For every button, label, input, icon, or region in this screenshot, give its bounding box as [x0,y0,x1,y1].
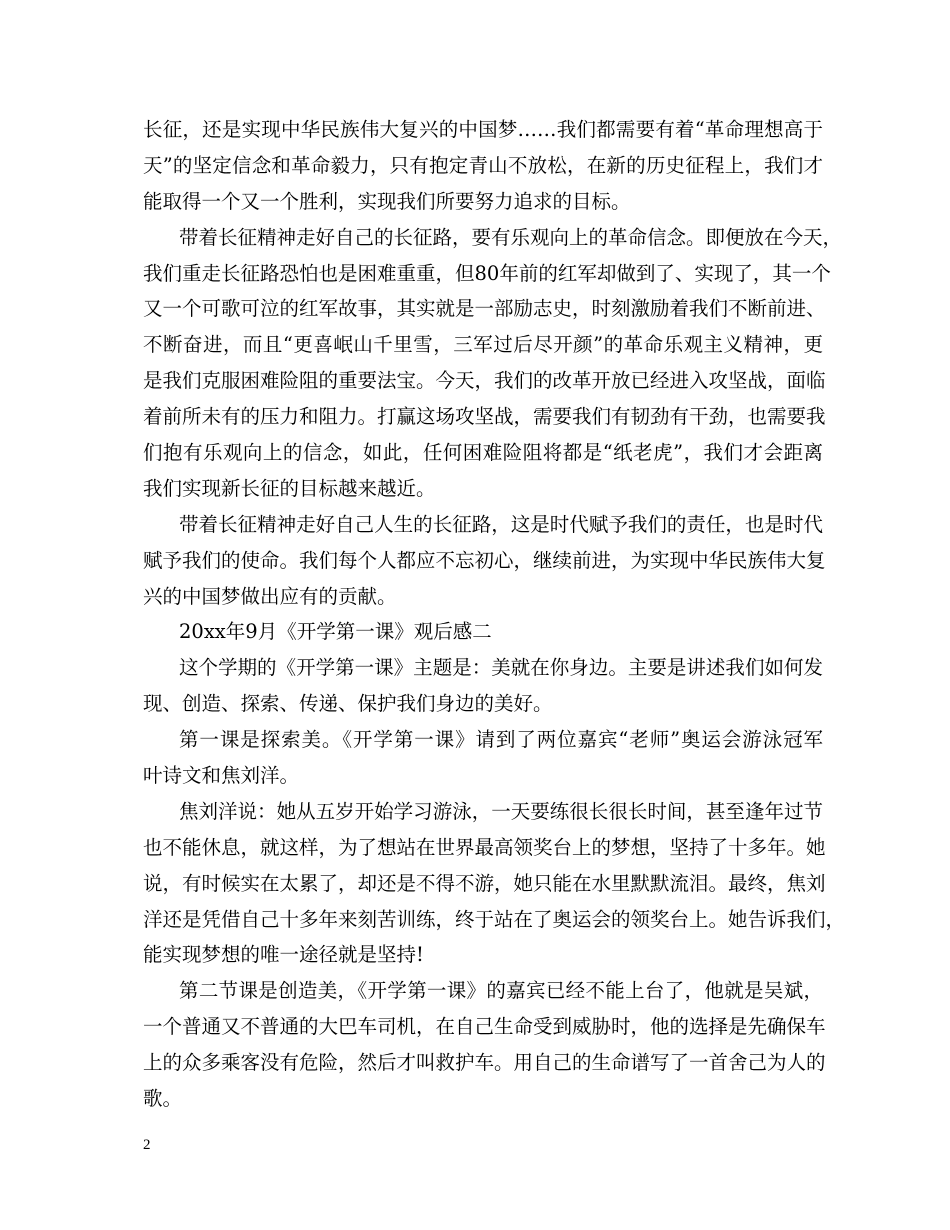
text-line: 能实现梦想的唯一途径就是坚持! [143,943,424,967]
section-heading: 20xx年9月《开学第一课》观后感二 [179,620,492,644]
text-line: 天”的坚定信念和革命毅力，只有抱定青山不放松，在新的历史征程上，我们才 [143,153,823,177]
text-line: 歌。 [143,1087,183,1111]
text-line: 我们实现新长征的目标越来越近。 [143,476,436,500]
text-line: 赋予我们的使命。我们每个人都应不忘初心，继续前进，为实现中华民族伟大复 [143,548,826,572]
text-line: 一个普通又不普通的大巴车司机，在自己生命受到威胁时，他的选择是先确保车 [143,1015,826,1039]
text-line: 第二节课是创造美，《开学第一课》的嘉宾已经不能上台了，他就是吴斌， [179,979,823,1003]
text-line: 兴的中国梦做出应有的贡献。 [143,584,397,608]
text-line: 焦刘洋说：她从五岁开始学习游泳，一天要练很长很长时间，甚至逢年过节 [179,799,823,823]
text-line: 们抱有乐观向上的信念，如此，任何困难险阻将都是“纸老虎”，我们才会距离 [143,441,823,465]
text-line: 带着长征精神走好自己人生的长征路，这是时代赋予我们的责任，也是时代 [179,512,823,536]
text-line: 能取得一个又一个胜利，实现我们所要努力追求的目标。 [143,189,631,213]
text-line: 叶诗文和焦刘洋。 [143,764,300,788]
text-line: 是我们克服困难险阻的重要法宝。今天，我们的改革开放已经进入攻坚战，面临 [143,369,826,393]
text-line: 又一个可歌可泣的红军故事，其实就是一部励志史，时刻激励着我们不断前进、 [143,297,826,321]
text-line: 着前所未有的压力和阻力。打赢这场攻坚战，需要我们有韧劲有干劲，也需要我 [143,405,826,429]
text-line: 说，有时候实在太累了，却还是不得不游，她只能在水里默默流泪。最终，焦刘 [143,871,826,895]
text-line: 不断奋进，而且“更喜岷山千里雪，三军过后尽开颜”的革命乐观主义精神，更 [143,333,823,357]
document-body [143,112,846,1117]
text-line: 上的众多乘客没有危险，然后才叫救护车。用自己的生命谱写了一首舍己为人的 [143,1051,826,1075]
text-line: 这个学期的《开学第一课》主题是：美就在你身边。主要是讲述我们如何发 [179,656,823,680]
text-line: 也不能休息，就这样，为了想站在世界最高领奖台上的梦想，坚持了十多年。她 [143,835,826,859]
text-line: 现、创造、探索、传递、保护我们身边的美好。 [143,692,553,716]
text-line: 洋还是凭借自己十多年来刻苦训练，终于站在了奥运会的领奖台上。她告诉我们， [143,907,846,931]
text-line: 带着长征精神走好自己的长征路，要有乐观向上的革命信念。即便放在今天， [179,225,843,249]
text-line: 我们重走长征路恐怕也是困难重重，但80年前的红军却做到了、实现了，其一个 [143,261,831,285]
text-line: 长征，还是实现中华民族伟大复兴的中国梦……我们都需要有着“革命理想高于 [143,118,823,141]
page-number: 2 [143,1137,151,1153]
text-line: 第一课是探索美。《开学第一课》请到了两位嘉宾“老师”奥运会游泳冠军 [179,728,823,752]
